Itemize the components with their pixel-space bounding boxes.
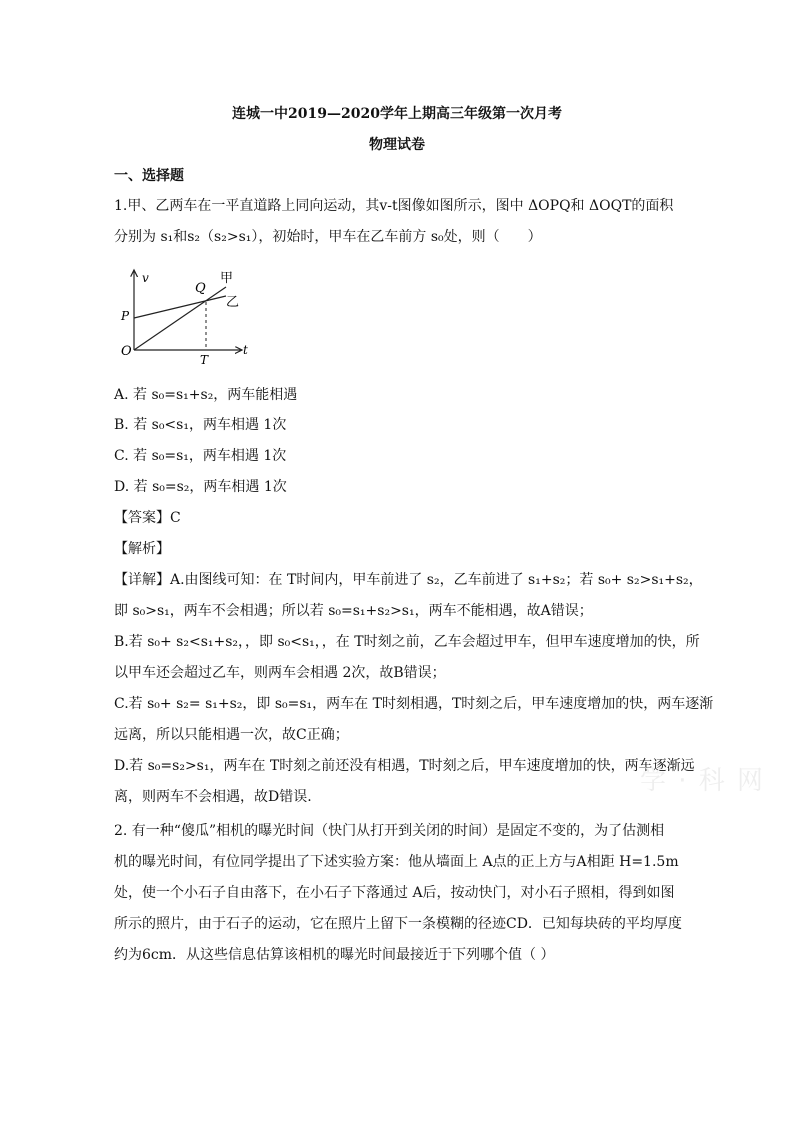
analysis-line: B.若 s₀+ s₂<s₁+s₂，，即 s₀<s₁，，在 T时刻之前，乙车会超过甲车，但甲车速度增加的快，所 — [114, 634, 700, 650]
option-a: A. 若 s₀=s₁+s₂，两车能相遇 — [114, 387, 298, 403]
analysis-line: 以甲车还会超过乙车，则两车会相遇 2次，故B错误； — [114, 665, 446, 681]
label-jia: 甲 — [220, 271, 234, 286]
label-T: T — [200, 353, 209, 367]
line-jia — [134, 287, 226, 350]
page-subtitle: 物理试卷 — [369, 137, 425, 153]
q1-stem-line-2: 分别为 s₁和s₂（s₂>s₁），初始时，甲车在乙车前方 s₀处，则（ ） — [114, 229, 542, 245]
analysis-line: C.若 s₀+ s₂= s₁+s₂，即 s₀=s₁，两车在 T时刻相遇，T时刻之后，甲车速度增加的快，两车逐渐 — [114, 696, 714, 712]
option-d: D. 若 s₀=s₂，两车相遇 1次 — [114, 479, 287, 495]
analysis-line: 远离，所以只能相遇一次，故C正确； — [114, 727, 349, 743]
label-v: v — [142, 271, 149, 285]
q1-stem-line-1: 1.甲、乙两车在一平直道路上同向运动，其v-t图像如图所示，图中 ΔOPQ和 ΔOQT的面积 — [114, 198, 674, 214]
label-P: P — [121, 309, 130, 323]
analysis-line: 【详解】A.由图线可知：在 T时间内，甲车前进了 s₂，乙车前进了 s₁+s₂；若 s₀+ s₂>s₁+s₂， — [114, 572, 703, 588]
answer-line: 【答案】C — [114, 510, 181, 526]
analysis-heading: 【解析】 — [114, 541, 170, 557]
watermark: 学 · 科 网 — [640, 766, 766, 796]
q2-line: 处，使一个小石子自由落下，在小石子下落通过 A后，按动快门，对小石子照相，得到如图 — [114, 885, 675, 901]
option-c: C. 若 s₀=s₁，两车相遇 1次 — [114, 448, 287, 464]
label-Q: Q — [195, 281, 206, 296]
q2-line: 2. 有一种“傻瓜”相机的曝光时间（快门从打开到关闭的时间）是固定不变的，为了估测相 — [114, 823, 665, 839]
section-heading: 一、选择题 — [114, 168, 184, 184]
label-yi: 乙 — [226, 295, 240, 310]
vt-graph-figure — [114, 262, 264, 370]
q2-line: 约为6cm．从这些信息估算该相机的曝光时间最接近于下列哪个值（ ） — [114, 947, 555, 963]
q2-line: 所示的照片，由于石子的运动，它在照片上留下一条模糊的径迹CD．已知每块砖的平均厚度 — [114, 916, 682, 932]
option-b: B. 若 s₀<s₁，两车相遇 1次 — [114, 417, 287, 433]
analysis-line: 即 s₀>s₁，两车不会相遇；所以若 s₀=s₁+s₂>s₁，两车不能相遇，故A错误； — [114, 603, 593, 619]
label-O: O — [121, 344, 132, 359]
analysis-line: 离，则两车不会相遇，故D错误. — [114, 789, 312, 805]
page-title: 连城一中2019—2020学年上期高三年级第一次月考 — [232, 106, 562, 122]
line-yi — [134, 296, 226, 318]
q2-line: 机的曝光时间，有位同学提出了下述实验方案：他从墙面上 A点的正上方与A相距 H=1.5m — [114, 854, 679, 870]
label-t: t — [243, 343, 248, 357]
analysis-line: D.若 s₀=s₂>s₁，两车在 T时刻之前还没有相遇，T时刻之后，甲车速度增加的快，两车逐渐远 — [114, 758, 695, 774]
